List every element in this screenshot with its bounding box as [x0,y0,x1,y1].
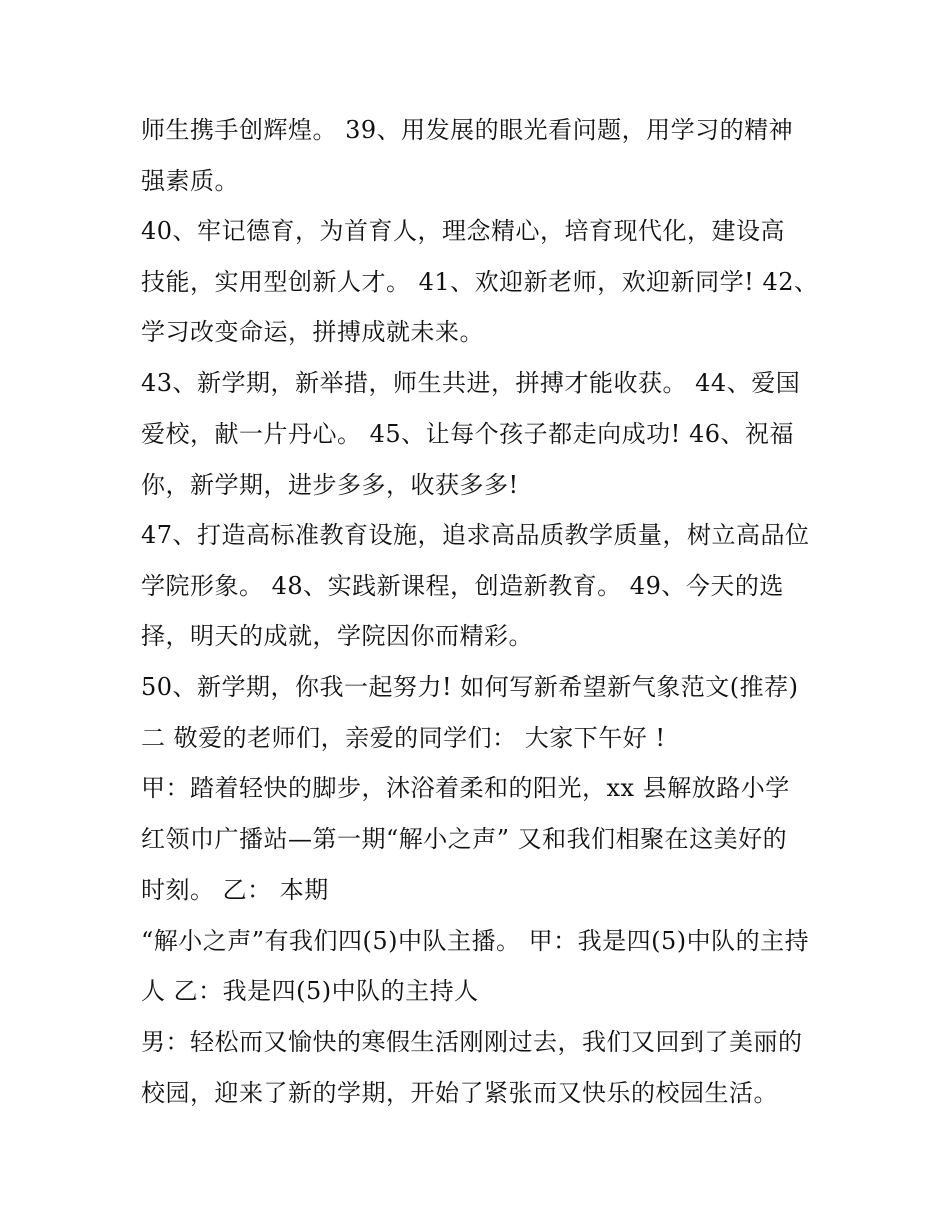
text-line: 人 乙：我是四(5)中队的主持人 [141,977,479,1005]
text-line: 时刻。 乙： 本期 [141,876,329,904]
text-line: 50、新学期，你我一起努力! 如何写新希望新气象范文(推荐) [141,673,799,701]
text-line: 二 敬爱的老师们，亲爱的同学们： 大家下午好 ! [141,724,666,752]
text-line: 校园，迎来了新的学期，开始了紧张而又快乐的校园生活。 [141,1079,778,1107]
text-line: 红领巾广播站—第一期“解小之声” 又和我们相聚在这美好的 [141,825,788,853]
text-line: 甲：踏着轻快的脚步，沐浴着柔和的阳光，xx 县解放路小学 [141,774,790,802]
text-line: 技能，实用型创新人才。 41、欢迎新老师，欢迎新同学! 42、 [141,268,819,296]
text-line: 择，明天的成就，学院因你而精彩。 [141,622,533,650]
text-line: 学院形象。 48、实践新课程，创造新教育。 49、今天的选 [141,572,784,600]
text-line: 师生携手创辉煌。 39、用发展的眼光看问题，用学习的精神 [141,116,794,144]
text-line: 47、打造高标准教育设施，追求高品质教学质量，树立高品位 [141,521,810,549]
text-line: 你，新学期，进步多多，收获多多! [141,471,519,499]
text-line: 爱校，献一片丹心。 45、让每个孩子都走向成功! 46、祝福 [141,420,794,448]
text-line: 40、牢记德育，为首育人，理念精心，培育现代化，建设高 [141,217,786,245]
text-line: 43、新学期，新举措，师生共进，拼搏才能收获。 44、爱国 [141,369,801,397]
text-line: 学习改变命运，拼搏成就未来。 [141,318,484,346]
text-line: 强素质。 [141,167,239,195]
text-line: “解小之声”有我们四(5)中队主播。 甲：我是四(5)中队的主持 [141,927,810,955]
text-line: 男：轻松而又愉快的寒假生活刚刚过去，我们又回到了美丽的 [141,1028,803,1056]
